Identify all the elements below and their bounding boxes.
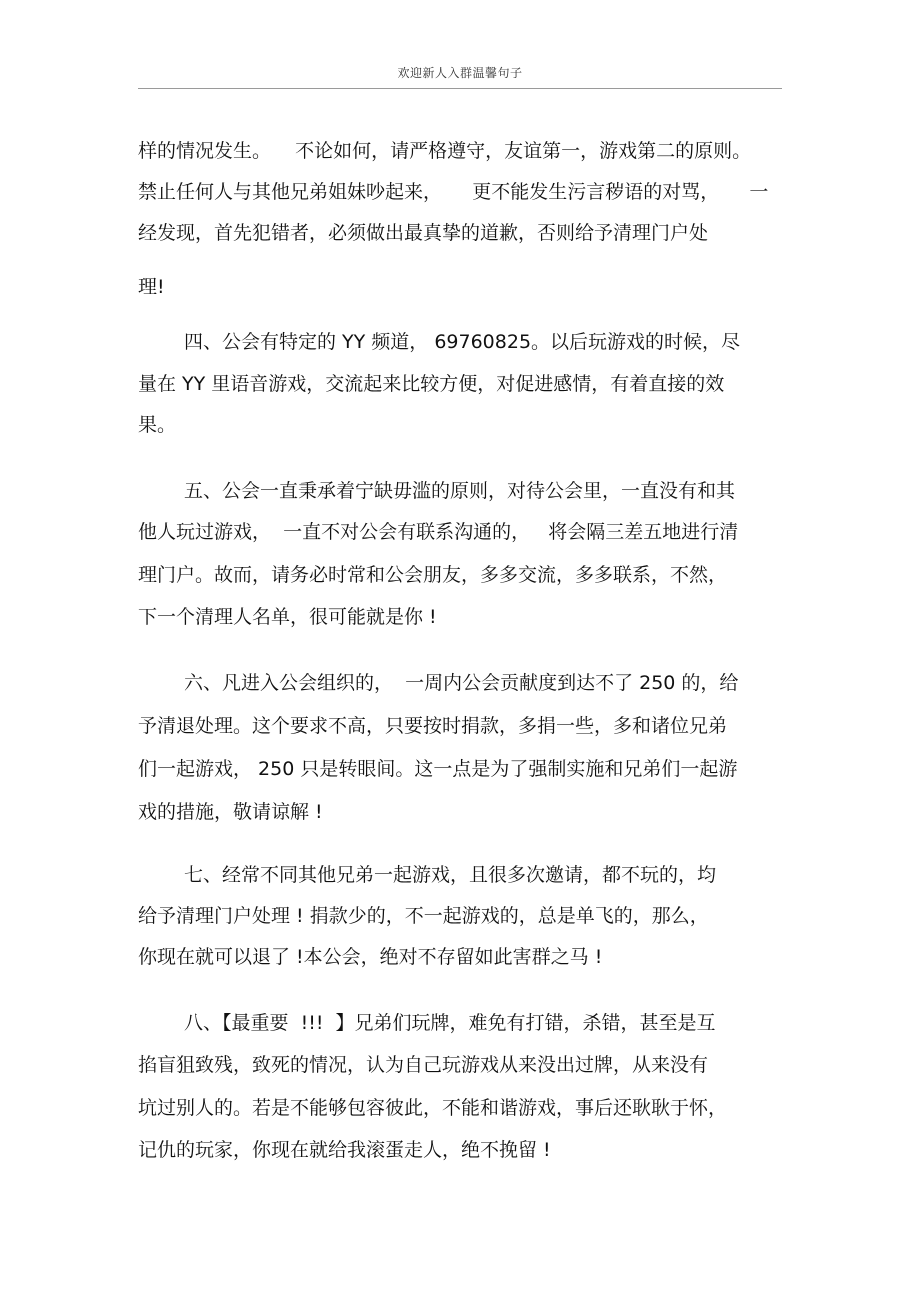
body-line: 六、凡进入公会组织的， 一周内公会贡献度到达不了 250 的，给	[184, 672, 739, 694]
body-line: 理门户。故而，请务必时常和公会朋友，多多交流，多多联系，不然，	[138, 564, 728, 586]
body-line: 记仇的玩家，你现在就给我滚蛋走人，绝不挽留 !	[138, 1139, 551, 1161]
body-line: 七、经常不同其他兄弟一起游戏，且很多次邀请，都不玩的，均	[184, 864, 717, 886]
body-line: 坑过别人的。若是不能够包容彼此，不能和谐游戏，事后还耿耿于怀，	[138, 1097, 728, 1119]
body-line: 下一个清理人名单，很可能就是你 !	[138, 606, 437, 628]
body-line: 你现在就可以退了 !本公会，绝对不存留如此害群之马 !	[138, 946, 603, 968]
body-line: 禁止任何人与其他兄弟姐妹吵起来， 更不能发生污言秽语的对骂， 一	[138, 181, 769, 203]
body-line: 戏的措施，敬请谅解 !	[138, 801, 323, 823]
body-line: 们一起游戏， 250 只是转眼间。这一点是为了强制实施和兄弟们一起游	[138, 758, 738, 780]
page-header-title: 欢迎新人入群温馨句子	[397, 66, 523, 80]
header-divider	[138, 88, 782, 89]
body-line: 经发现，首先犯错者，必须做出最真挚的道歉，否则给予清理门户处	[138, 222, 709, 244]
body-line: 四、公会有特定的 YY 频道， 69760825。以后玩游戏的时候，尽	[184, 331, 741, 353]
body-line: 他人玩过游戏， 一直不对公会有联系沟通的， 将会隔三差五地进行清	[138, 521, 739, 543]
body-line: 量在 YY 里语音游戏，交流起来比较方便，对促进感情，有着直接的效	[138, 373, 725, 395]
body-line: 理!	[138, 276, 165, 298]
body-line: 予清退处理。这个要求不高，只要按时捐款，多捐一些，多和诸位兄弟	[138, 715, 728, 737]
body-line: 给予清理门户处理 ! 捐款少的，不一起游戏的，总是单飞的，那么，	[138, 905, 709, 927]
body-line: 样的情况发生。 不论如何，请严格遵守，友谊第一，游戏第二的原则。	[138, 140, 752, 162]
body-line: 果。	[138, 414, 177, 436]
body-line: 掐盲狙致残，致死的情况，认为自己玩游戏从来没出过牌，从来没有	[138, 1054, 709, 1076]
body-line: 五、公会一直秉承着宁缺毋滥的原则，对待公会里，一直没有和其	[184, 480, 736, 502]
body-line: 八、【最重要 !!! 】兄弟们玩牌，难免有打错，杀错，甚至是互	[184, 1012, 716, 1034]
